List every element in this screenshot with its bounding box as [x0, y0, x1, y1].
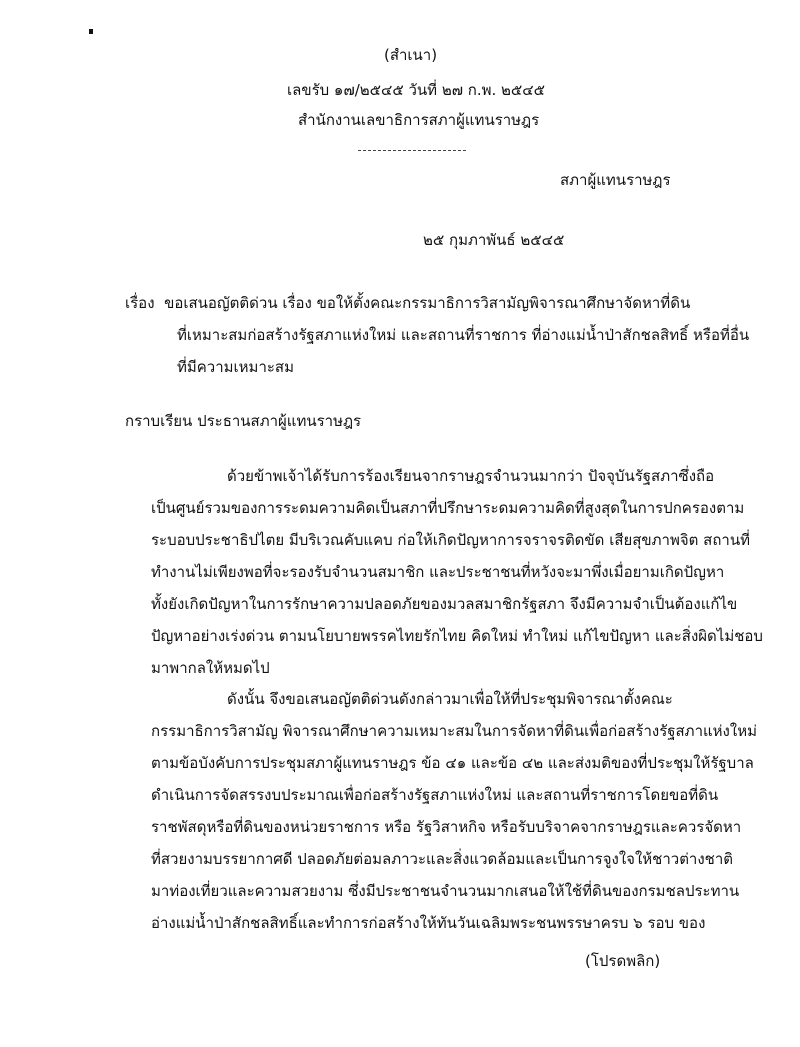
subject-label: เรื่อง: [125, 294, 155, 312]
subject-line: ที่เหมาะสมก่อสร้างรัฐสภาแห่งใหม่ และสถานที่ราชการ ที่อ่างแม่น้ำป่าสักชลสิทธิ์ หรือที่อื่น: [177, 326, 750, 344]
subject-line: [125, 287, 691, 319]
salutation: กราบเรียน ประธานสภาผู้แทนราษฎร: [125, 412, 362, 430]
subject-line: ที่มีความเหมาะสม: [177, 358, 294, 376]
paragraph-line: ตามข้อบังคับการประชุมสภาผู้แทนราษฎร ข้อ ๔๑ และข้อ ๔๒ และส่งมติของที่ประชุมให้รัฐบาล: [151, 754, 754, 772]
letter-date: ๒๕ กุมภาพันธ์ ๒๕๔๕: [423, 231, 565, 249]
copy-label: (สำเนา): [384, 46, 438, 64]
paragraph-line: ระบอบประชาธิปไตย มีบริเวณคับแคบ ก่อให้เกิดปัญหาการจราจรติดขัด เสียสุขภาพจิต สถานที่: [151, 531, 750, 549]
recipient-org: สภาผู้แทนราษฎร: [560, 171, 671, 189]
header-separator: [358, 150, 466, 151]
paragraph-line: ปัญหาอย่างเร่งด่วน ตามนโยบายพรรคไทยรักไทย คิดใหม่ ทำใหม่ แก้ไขปัญหา และสิ่งผิดไม่ชอบ: [151, 627, 763, 645]
paragraph-line: ราชพัสดุหรือที่ดินของหน่วยราชการ หรือ รัฐวิสาหกิจ หรือรับบริจาคจากราษฎรและควรจัดหา: [151, 818, 742, 836]
paragraph-line: อ่างแม่น้ำป่าสักชลสิทธิ์และทำการก่อสร้างให้ทันวันเฉลิมพระชนพรรษาครบ ๖ รอบ ของ: [151, 914, 706, 932]
body-paragraph-1: [151, 460, 763, 684]
body-paragraph-2: [151, 683, 757, 939]
office-line: สำนักงานเลขาธิการสภาผู้แทนราษฎร: [298, 111, 540, 129]
paragraph-line: ที่สวยงามบรรยากาศดี ปลอดภัยต่อมลภาวะและสิ่งแวดล้อมและเป็นการจูงใจให้ชาวต่างชาติ: [151, 850, 734, 868]
subject-block: [125, 287, 750, 383]
paragraph-line: ด้วยข้าพเจ้าได้รับการร้องเรียนจากราษฎรจำนวนมากว่า ปัจจุบันรัฐสภาซึ่งถือ: [227, 467, 715, 485]
paragraph-line: เป็นศูนย์รวมของการระดมความคิดเป็นสภาที่ปรึกษาระดมความคิดที่สูงสุดในการปกครองตาม: [151, 499, 745, 517]
subject-text: ขอเสนอญัตติด่วน เรื่อง ขอให้ตั้งคณะกรรมาธิการวิสามัญพิจารณาศึกษาจัดหาที่ดิน: [164, 294, 691, 312]
receipt-line: เลขรับ ๑๗/๒๕๔๕ วันที่ ๒๗ ก.พ. ๒๕๔๕: [287, 81, 545, 99]
paragraph-line: ดังนั้น จึงขอเสนอญัตติด่วนดังกล่าวมาเพื่อให้ที่ประชุมพิจารณาตั้งคณะ: [227, 690, 673, 708]
paragraph-line: ทำงานไม่เพียงพอที่จะรองรับจำนวนสมาชิก และประชาชนที่หวังจะมาพึ่งเมื่อยามเกิดปัญหา: [151, 563, 725, 581]
turn-page-note: (โปรดพลิก): [585, 952, 661, 970]
paragraph-line: ทั้งยังเกิดปัญหาในการรักษาความปลอดภัยของมวลสมาชิกรัฐสภา จึงมีความจำเป็นต้องแก้ไข: [151, 595, 738, 613]
paragraph-line: มาพากลให้หมดไป: [151, 659, 270, 677]
paragraph-line: มาท่องเที่ยวและความสวยงาม ซึ่งมีประชาชนจำนวนมากเสนอให้ใช้ที่ดินของกรมชลประทาน: [151, 882, 740, 900]
scan-speck: [89, 29, 93, 34]
paragraph-line: กรรมาธิการวิสามัญ พิจารณาศึกษาความเหมาะสมในการจัดหาที่ดินเพื่อก่อสร้างรัฐสภาแห่งใหม่: [151, 722, 757, 740]
paragraph-line: ดำเนินการจัดสรรงบประมาณเพื่อก่อสร้างรัฐสภาแห่งใหม่ และสถานที่ราชการโดยขอที่ดิน: [151, 786, 719, 804]
